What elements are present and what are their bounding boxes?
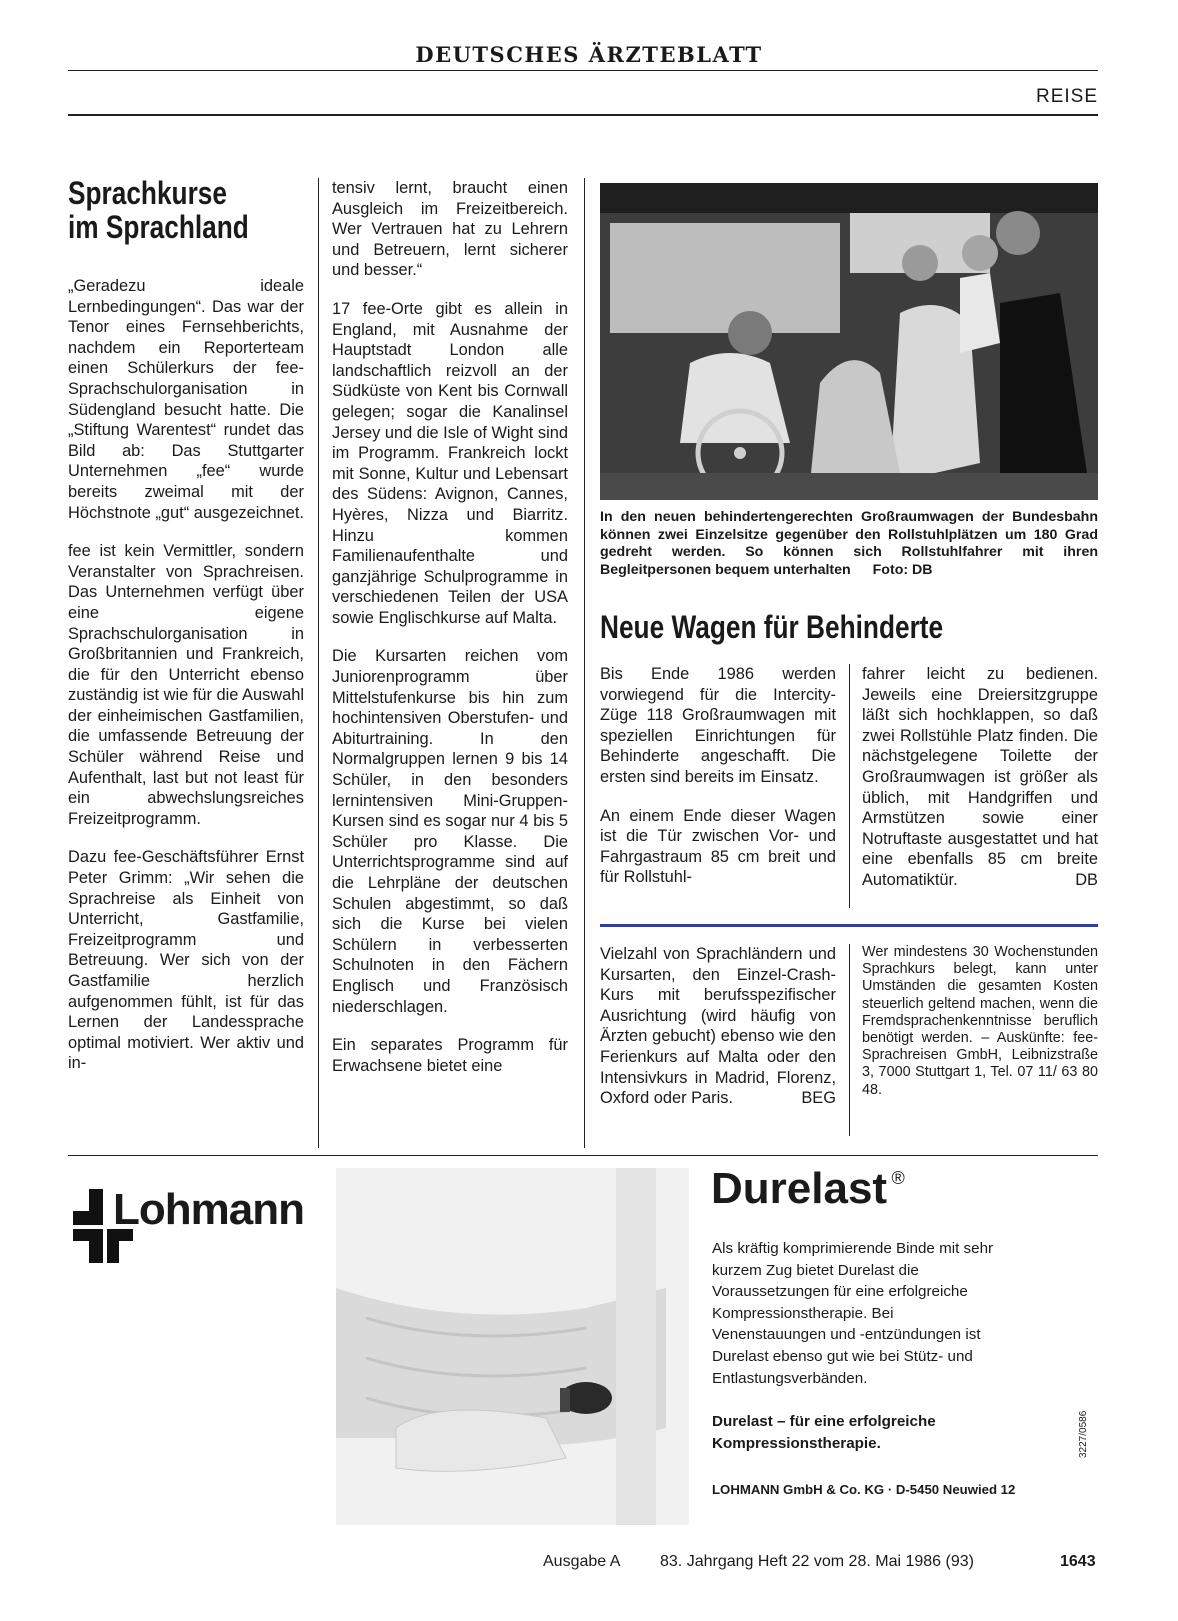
info-text: Wer mindestens 30 Wochenstunden Sprachkurs belegt, kann unter Umständen die gesamten Kosten steuerlich geltend machen, wenn die Fremdsprachenkenntnisse beruflich benötigt werden. – Auskünfte: fee-Sprachreisen GmbH, Leibnizstraße 3, 7000 Stuttgart 1, Tel. 07 11/ 63 80 48.: [862, 944, 1098, 1098]
ad-code: 3227/0586: [1078, 1410, 1089, 1458]
paragraph: Ein separates Programm für Erwachsene bietet eine: [332, 1036, 568, 1075]
issue-info: 83. Jahrgang Heft 22 vom 28. Mai 1986 (93): [660, 1553, 974, 1570]
article1-title-line1: Sprachkurse: [68, 175, 227, 211]
photo-illustration: [600, 183, 1098, 500]
article1-title: [68, 176, 249, 244]
lohmann-brand: Lohmann: [113, 1185, 304, 1234]
column-divider: [849, 944, 850, 1136]
blue-separator: [600, 924, 1098, 927]
bandage-illustration: [336, 1168, 689, 1525]
paragraph: fee ist kein Vermittler, sondern Veranstalter von Sprachreisen. Das Unternehmen verfügt über eine eigene Sprachschulorganisation in Großbritannien und Frankreich, die für den Unterricht ebenso zuständig ist wie für die Auswahl der einheimischen Gastfamilien, die umfassende Betreuung der Schüler während Reise und Aufenthalt, last but not least für ein abwechslungsreiches Freizeitprogramm.: [68, 542, 304, 828]
page-number: 1643: [1060, 1553, 1096, 1570]
advertisement-rule: [68, 1155, 1098, 1156]
author-sign: BEG: [801, 1089, 836, 1108]
article1-title-line2: im Sprachland: [68, 209, 249, 245]
registered-mark: ®: [891, 1168, 905, 1188]
info-box: [862, 944, 1098, 1099]
photo-credit: Foto: DB: [872, 561, 933, 578]
column-divider: [318, 178, 319, 1148]
edition: Ausgabe A: [543, 1553, 621, 1570]
ad-slogan: Durelast – für eine erfolgreiche Kompressionstherapie.: [712, 1413, 936, 1452]
paragraph: Dazu fee-Geschäftsführer Ernst Peter Grimm: „Wir sehen die Sprachreise als Einheit von Unterricht, Gastfamilie, Freizeitprogramm und Betreuung. Wer sich von der Gastfamilie herzlich aufgenommen fühlt, ist für das Lernen der Landessprache optimal motiviert. Wer aktiv und in-: [68, 848, 304, 1073]
article2-title: Neue Wagen für Behinderte: [600, 609, 944, 645]
bandage-photo: [336, 1168, 689, 1525]
durelast-heading: [711, 1164, 905, 1214]
paragraph: An einem Ende dieser Wagen ist die Tür zwischen Vor- und Fahrgastraum 85 cm breit und für Rollstuhl-: [600, 806, 836, 887]
paragraph: Die Kursarten reichen vom Juniorenprogramm über Mittelstufenkurse bis hin zum hochintensiven Oberstufen- und Abiturtraining. In den Normalgruppen lernen 9 bis 14 Schüler, in den besonders lernintensiven Mini-Gruppen-Kursen sind es sogar nur 4 bis 5 Schüler pro Klasse. Die Unterrichtsprogramme sind auf die Lehrpläne der deutschen Schulen abgestimmt, so daß sich die Kurse bei vielen Schülern in verbesserten Schulnoten in den Fächern Englisch und Französisch niederschlagen.: [332, 647, 568, 1016]
article1-column-3: [600, 944, 836, 1109]
article1-column-2: [332, 178, 568, 1076]
column-divider: [849, 664, 850, 908]
lohmann-logo: [73, 1185, 333, 1265]
paragraph: fahrer leicht zu bedienen. Jeweils eine Dreiersitzgruppe läßt sich hochklappen, so daß zwei Rollstühle Platz finden. Die nächstgelegene Toilette der Großraumwagen ist größer als üblich, mit Handgriffen und Armstützen sowie einer Notruftaste ausgestattet und hat eine ebenfalls 85 cm breite Automatiktür.: [862, 665, 1098, 889]
train-wheelchair-photo: [600, 183, 1098, 500]
paragraph: 17 fee-Orte gibt es allein in England, mit Ausnahme der Hauptstadt London alle landschaftlich reizvoll an der Südküste von Kent bis Cornwall gelegen; sogar die Kanalinsel Jersey und die Isle of Wight sind im Programm. Frankreich lockt mit Sonne, Kultur und Lebensart des Südens: Avignon, Cannes, Hyères, Nizza und Biarritz. Hinzu kommen Familienaufenthalte und ganzjährige Schulprogramme in verschiedenen Teilen der USA sowie Englischkurse auf Malta.: [332, 299, 568, 627]
author-sign: DB: [1075, 870, 1098, 889]
article2-column-2: [862, 664, 1098, 891]
caption-text: In den neuen behindertengerechten Großraumwagen der Bundesbahn können zwei Einzelsitze gegenüber den Rollstuhlplätzen um 180 Grad gedreht werden. So können sich Rollstuhlfahrer mit ihren Begleitpersonen bequem unterhalten: [600, 509, 1098, 578]
publication-title: DEUTSCHES ÄRZTEBLATT: [415, 42, 763, 67]
ad-address: LOHMANN GmbH & Co. KG · D-5450 Neuwied 12: [712, 1482, 1016, 1497]
article2-column-1: [600, 664, 836, 888]
masthead-rule: [68, 70, 1098, 71]
section-label: REISE: [1035, 86, 1098, 107]
paragraph: „Geradezu ideale Lernbedingungen“. Das war der Tenor eines Fernsehberichts, nachdem ein Reporterteam einen Schülerkurs der fee-Sprachschulorganisation in Südengland besucht hatte. Die „Stiftung Warentest“ rundet das Bild ab: Das Stuttgarter Unternehmen „fee“ wurde bereits zweimal mit der Höchstnote „gut“ ausgezeichnet.: [68, 277, 304, 522]
ad-body: Als kräftig komprimierende Binde mit sehr kurzem Zug bietet Durelast die Voraussetzungen für eine erfolgreiche Kompressionstherapie. Bei Venenstauungen und -entzündungen ist Durelast ebenso gut wie bei Stütz- und Entlastungsverbänden.: [712, 1240, 994, 1387]
section-rule: [68, 114, 1098, 116]
paragraph: tensiv lernt, braucht einen Ausgleich im Freizeitbereich. Wer Vertrauen hat zu Lehrern und Betreuern, lernt sicherer und besser.“: [332, 179, 568, 280]
column-divider: [584, 178, 585, 1148]
paragraph: Vielzahl von Sprachländern und Kursarten, den Einzel-Crash-Kurs mit berufsspezifischer Ausrichtung (wird häufig von Ärzten gebucht) ebenso wie den Ferienkurs auf Malta oder den Intensivkurs in Madrid, Florenz, Oxford oder Paris.: [600, 945, 836, 1108]
durelast-brand: Durelast: [711, 1164, 888, 1213]
article1-column-1: [68, 276, 304, 1074]
photo-caption: [600, 509, 1098, 579]
paragraph: Bis Ende 1986 werden vorwiegend für die Intercity-Züge 118 Großraumwagen mit speziellen Einrichtungen für Behinderte angeschafft. Die ersten sind bereits im Einsatz.: [600, 665, 836, 786]
